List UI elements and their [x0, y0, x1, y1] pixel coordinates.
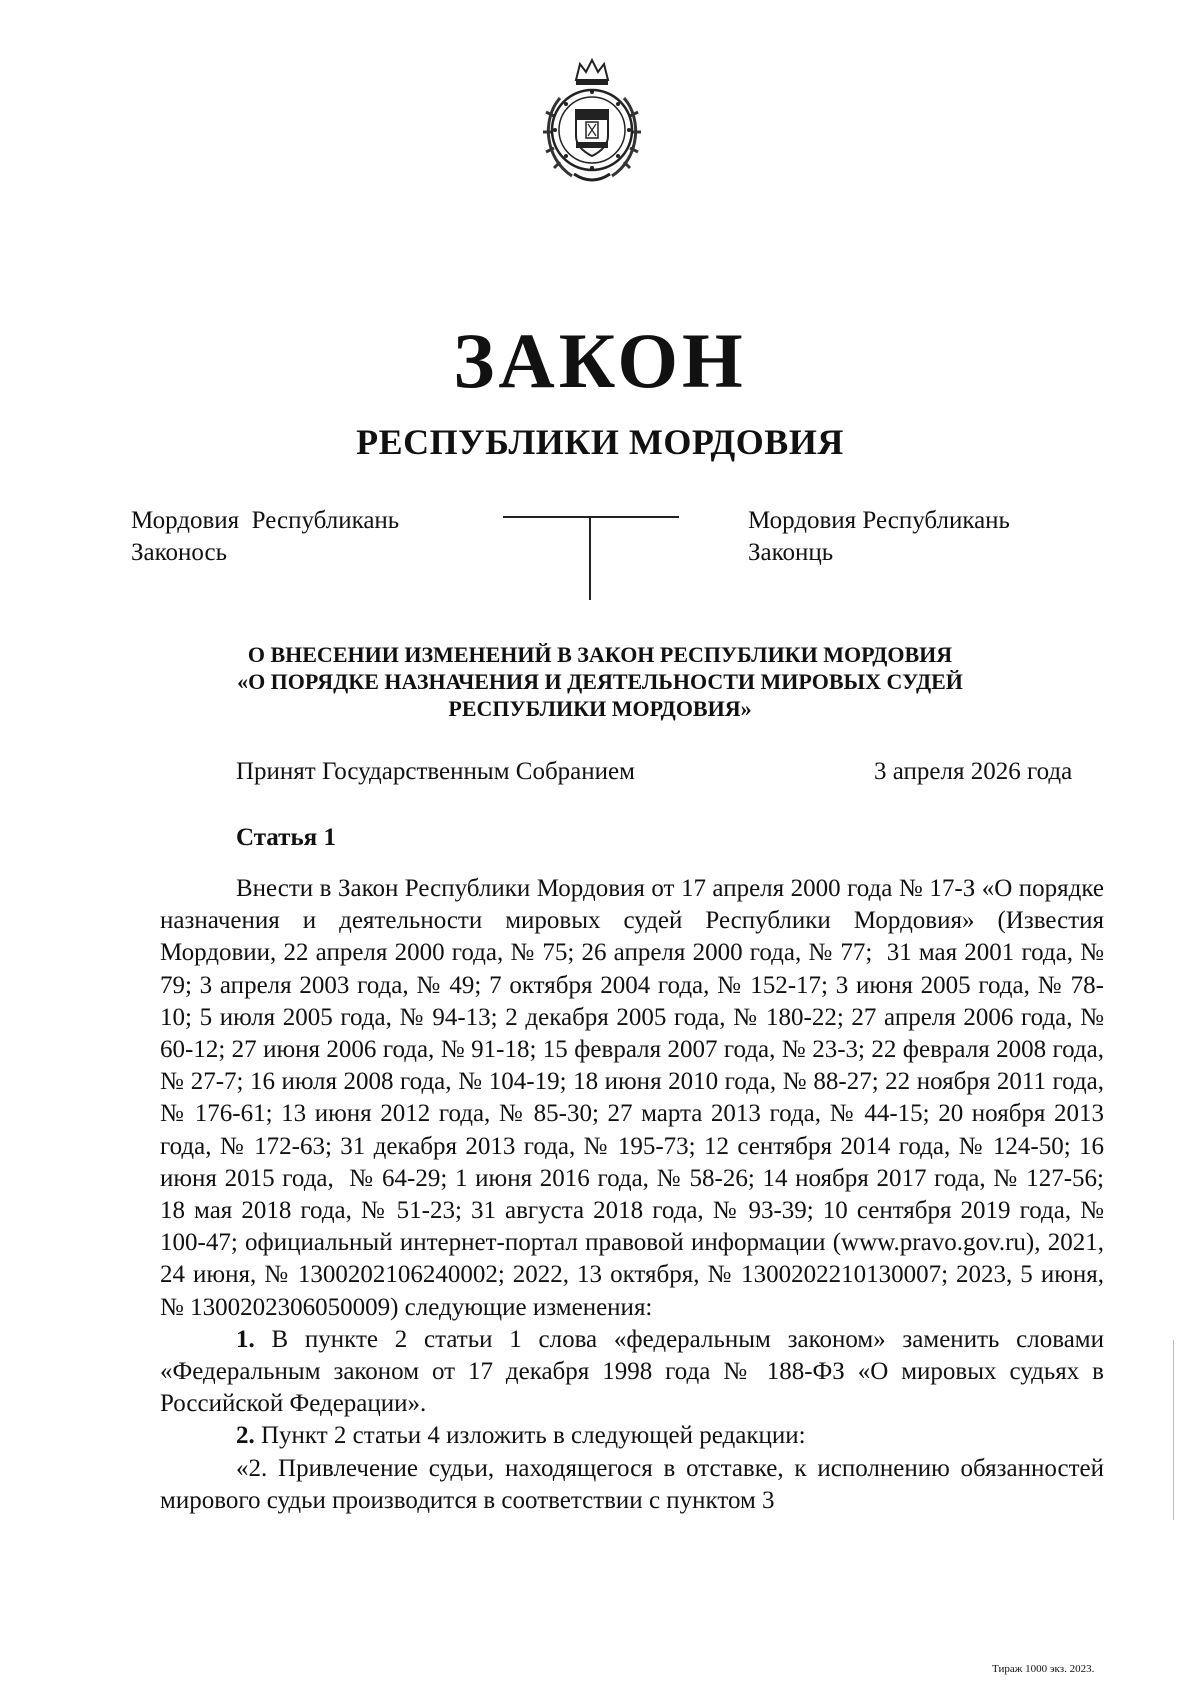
- item-2-text: Пункт 2 статьи 4 изложить в следующей редакции:: [254, 1422, 806, 1450]
- erzya-title-line1: Мордовия Республикань: [748, 507, 1010, 534]
- article-item-1: [160, 1324, 1104, 1421]
- law-heading-line3: РЕСПУБЛИКИ МОРДОВИЯ»: [448, 696, 752, 721]
- moksha-title: [131, 505, 399, 569]
- law-subtitle: РЕСПУБЛИКИ МОРДОВИЯ: [356, 422, 844, 462]
- print-run: Тираж 1000 экз. 2023.: [992, 1663, 1095, 1675]
- divider-vertical: [589, 516, 591, 600]
- coat-of-arms-icon: [532, 58, 652, 190]
- article-item-2: [160, 1420, 1104, 1452]
- adopted-by: Принят Государственным Собранием: [236, 758, 635, 785]
- article-body: [160, 873, 1111, 1517]
- article-title: Статья 1: [236, 824, 336, 851]
- item-2-number: 2.: [236, 1422, 255, 1450]
- divider-horizontal: [503, 516, 679, 518]
- law-heading-line1: О ВНЕСЕНИИ ИЗМЕНЕНИЙ В ЗАКОН РЕСПУБЛИКИ МОРДОВИЯ: [247, 642, 953, 667]
- adoption-date: 3 апреля 2026 года: [874, 758, 1073, 785]
- moksha-title-line1: Мордовия Республикань: [131, 507, 400, 534]
- article-intro: Внести в Закон Республики Мордовия от 17 апреля 2000 года № 17-З «О порядке назначения и деятельности мировых судей Республики Мордовия» (Известия Мордовии, 22 апреля 2000 года, № 75; 26 апреля 2000 года, № 77; 31 мая 2001 года, № 79; 3 апреля 2003 года, № 49; 7 октября 2004 года, № 152-17; 3 июня 2005 года, № 78-10; 5 июля 2005 года, № 94-13; 2 декабря 2005 года, № 180-22; 27 апреля 2006 года, № 60-12; 27 июня 2006 года, № 91-18; 15 февраля 2007 года, № 23-3; 22 февраля 2008 года, № 27-7; 16 июля 2008 года, № 104-19; 18 июня 2010 года, № 88-27; 22 ноября 2011 года, № 176-61; 13 июня 2012 года, № 85-30; 27 марта 2013 года, № 44-15; 20 ноября 2013 года, № 172-63; 31 декабря 2013 года, № 195-73; 12 сентября 2014 года, № 124-50; 16 июня 2015 года, № 64-29; 1 июня 2016 года, № 58-26; 14 ноября 2017 года, № 127-56; 18 мая 2018 года, № 51-23; 31 августа 2018 года, № 93-39; 10 сентября 2019 года, № 100-47; официальный интернет-портал правовой информации (www.pravo.gov.ru), 2021, 24 июня, № 1300202106240002; 2022, 13 октября, № 1300202210130007; 2023, 5 июня, № 1300202306050009) следующие изменения:: [160, 875, 1111, 1321]
- law-heading: [160, 641, 1040, 722]
- erzya-title-line2: Законць: [748, 539, 834, 566]
- law-title: ЗАКОН: [453, 317, 747, 404]
- item-1-number: 1.: [236, 1325, 255, 1353]
- scan-margin-mark: [1173, 1340, 1174, 1520]
- moksha-title-line2: Законось: [131, 539, 227, 566]
- law-heading-line2: «О ПОРЯДКЕ НАЗНАЧЕНИЯ И ДЕЯТЕЛЬНОСТИ МИРОВЫХ СУДЕЙ: [237, 669, 963, 694]
- article-item-2-quote: «2. Привлечение судьи, находящегося в отставке, к исполнению обязанностей мирового судьи производится в соответствии с пунктом 3: [160, 1454, 1104, 1514]
- erzya-title: [748, 505, 1010, 569]
- item-1-text: В пункте 2 статьи 1 слова «федеральным законом» заменить словами «Федеральным законом от 17 декабря 1998 года № 188-ФЗ «О мировых судьях в Российской Федерации».: [160, 1325, 1104, 1418]
